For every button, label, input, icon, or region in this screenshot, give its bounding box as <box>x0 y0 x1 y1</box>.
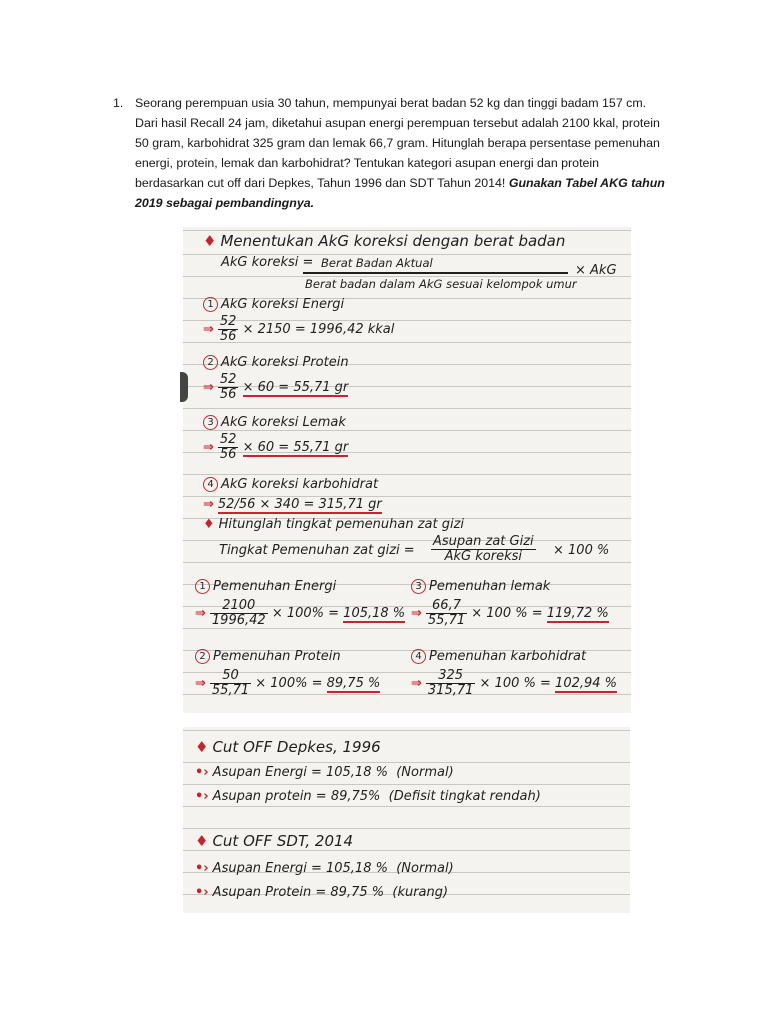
pemenuhan-1-title: 1 Pemenuhan Energi <box>195 579 336 595</box>
circled-number: 2 <box>203 355 218 370</box>
depkes-protein-row: •› Asupan protein = 89,75% (Defisit tingkat rendah) <box>195 789 541 804</box>
depkes-energi-row: •› Asupan Energi = 105,18 % (Normal) <box>195 765 454 780</box>
diamond-bullet-icon: ♦ <box>203 517 215 532</box>
circled-number: 1 <box>203 297 218 312</box>
step-2-title: 2 AkG koreksi Protein <box>203 355 349 371</box>
pemenuhan-formula-fraction: $\frac{\text{Asupan zat Gizi}}{\text{AkG koreksi}}$ <box>433 534 534 564</box>
diamond-bullet-icon: ♦ <box>203 232 217 250</box>
pemenuhan-3-calc: ⇒ $\frac{66,7}{55,71}$ × 100 % = 119,72 % <box>411 598 609 628</box>
step-4-title: 4 AkG koreksi karbohidrat <box>203 477 378 493</box>
sdt-energi-row: •› Asupan Energi = 105,18 % (Normal) <box>195 861 454 876</box>
circled-number: 1 <box>195 579 210 594</box>
pemenuhan-4-title: 4 Pemenuhan karbohidrat <box>411 649 586 665</box>
arrow-icon: •› <box>195 861 209 876</box>
akg-formula-fraction-bar <box>303 272 568 274</box>
circled-number: 3 <box>203 415 218 430</box>
question-emphasis-1: Gunakan Tabel AKG tahun <box>508 176 665 190</box>
step-4-calc: ⇒ 52/56 × 340 = 315,71 gr <box>203 497 382 512</box>
step-2-calc: ⇒ $\frac{52}{56}$ × 60 = 55,71 gr <box>203 372 349 402</box>
pemenuhan-3-title: 3 Pemenuhan lemak <box>411 579 550 595</box>
circled-number: 2 <box>195 649 210 664</box>
arrow-icon: ⇒ <box>195 606 206 621</box>
handwritten-note-photo-1 <box>183 227 631 713</box>
sdt-protein-row: •› Asupan Protein = 89,75 % (kurang) <box>195 885 449 900</box>
akg-formula-label: AkG koreksi = <box>221 255 314 270</box>
question-number: 1. <box>113 96 124 110</box>
diamond-bullet-icon: ♦ <box>195 738 209 756</box>
step-3-calc: ⇒ $\frac{52}{56}$ × 60 = 55,71 gr <box>203 432 349 462</box>
diamond-bullet-icon: ♦ <box>195 832 209 850</box>
arrow-icon: •› <box>195 765 209 780</box>
handwritten-note-photo-2 <box>183 727 630 913</box>
question-emphasis-2: 2019 sebagai pembandingnya. <box>135 196 315 210</box>
akg-formula-denominator: Berat badan dalam AkG sesuai kelompok umur <box>305 277 577 291</box>
pemenuhan-2-title: 2 Pemenuhan Protein <box>195 649 341 665</box>
step-1-calc: ⇒ $\frac{52}{56}$ × 2150 = 1996,42 kkal <box>203 314 395 344</box>
arrow-icon: ⇒ <box>411 676 422 691</box>
note-heading-pemenuhan: ♦ Hitunglah tingkat pemenuhan zat gizi <box>203 517 465 532</box>
pemenuhan-1-calc: ⇒ $\frac{2100}{1996,42}$ × 100% = 105,18 % <box>195 598 406 628</box>
arrow-icon: ⇒ <box>203 440 214 455</box>
question-line-1: Seorang perempuan usia 30 tahun, mempunyai berat badan 52 kg dan tinggi badam 157 cm. <box>135 96 647 110</box>
pemenuhan-formula-tail: × 100 % <box>553 543 610 558</box>
note-heading-akg: ♦ Menentukan AkG koreksi dengan berat badan <box>203 232 566 250</box>
step-1-title: 1 AkG koreksi Energi <box>203 297 344 313</box>
pemenuhan-formula-label: Tingkat Pemenuhan zat gizi = <box>219 543 415 558</box>
question-line-6 <box>135 193 673 213</box>
arrow-icon: ⇒ <box>411 606 422 621</box>
arrow-icon: •› <box>195 885 209 900</box>
arrow-icon: ⇒ <box>203 497 214 512</box>
arrow-icon: •› <box>195 789 209 804</box>
pemenuhan-2-calc: ⇒ $\frac{50}{55,71}$ × 100% = 89,75 % <box>195 668 381 698</box>
arrow-icon: ⇒ <box>203 380 214 395</box>
akg-formula-tail: × AkG <box>575 263 617 278</box>
question-block <box>113 93 673 213</box>
question-text <box>135 93 673 213</box>
cutoff-depkes-heading: ♦ Cut OFF Depkes, 1996 <box>195 738 381 756</box>
step-3-title: 3 AkG koreksi Lemak <box>203 415 346 431</box>
arrow-icon: ⇒ <box>203 322 214 337</box>
circled-number: 4 <box>203 477 218 492</box>
question-line-2: Dari hasil Recall 24 jam, diketahui asupan energi perempuan tersebut adalah 2100 kkal, protein <box>135 116 660 130</box>
cutoff-sdt-heading: ♦ Cut OFF SDT, 2014 <box>195 832 354 850</box>
binder-ring <box>180 372 188 402</box>
question-line-5: berdasarkan cut off dari Depkes, Tahun 1996 dan SDT Tahun 2014! Gunakan Tabel AKG tahun <box>135 176 665 190</box>
circled-number: 4 <box>411 649 426 664</box>
arrow-icon: ⇒ <box>195 676 206 691</box>
question-line-3: 50 gram, karbohidrat 325 gram dan lemak 66,7 gram. Hitunglah berapa persentase pemenuhan <box>135 136 660 150</box>
question-line-4: energi, protein, lemak dan karbohidrat? Tentukan kategori asupan energi dan protein <box>135 156 600 170</box>
pemenuhan-4-calc: ⇒ $\frac{325}{315,71}$ × 100 % = 102,94 % <box>411 668 618 698</box>
akg-formula-numerator: Berat Badan Aktual <box>321 256 433 270</box>
circled-number: 3 <box>411 579 426 594</box>
